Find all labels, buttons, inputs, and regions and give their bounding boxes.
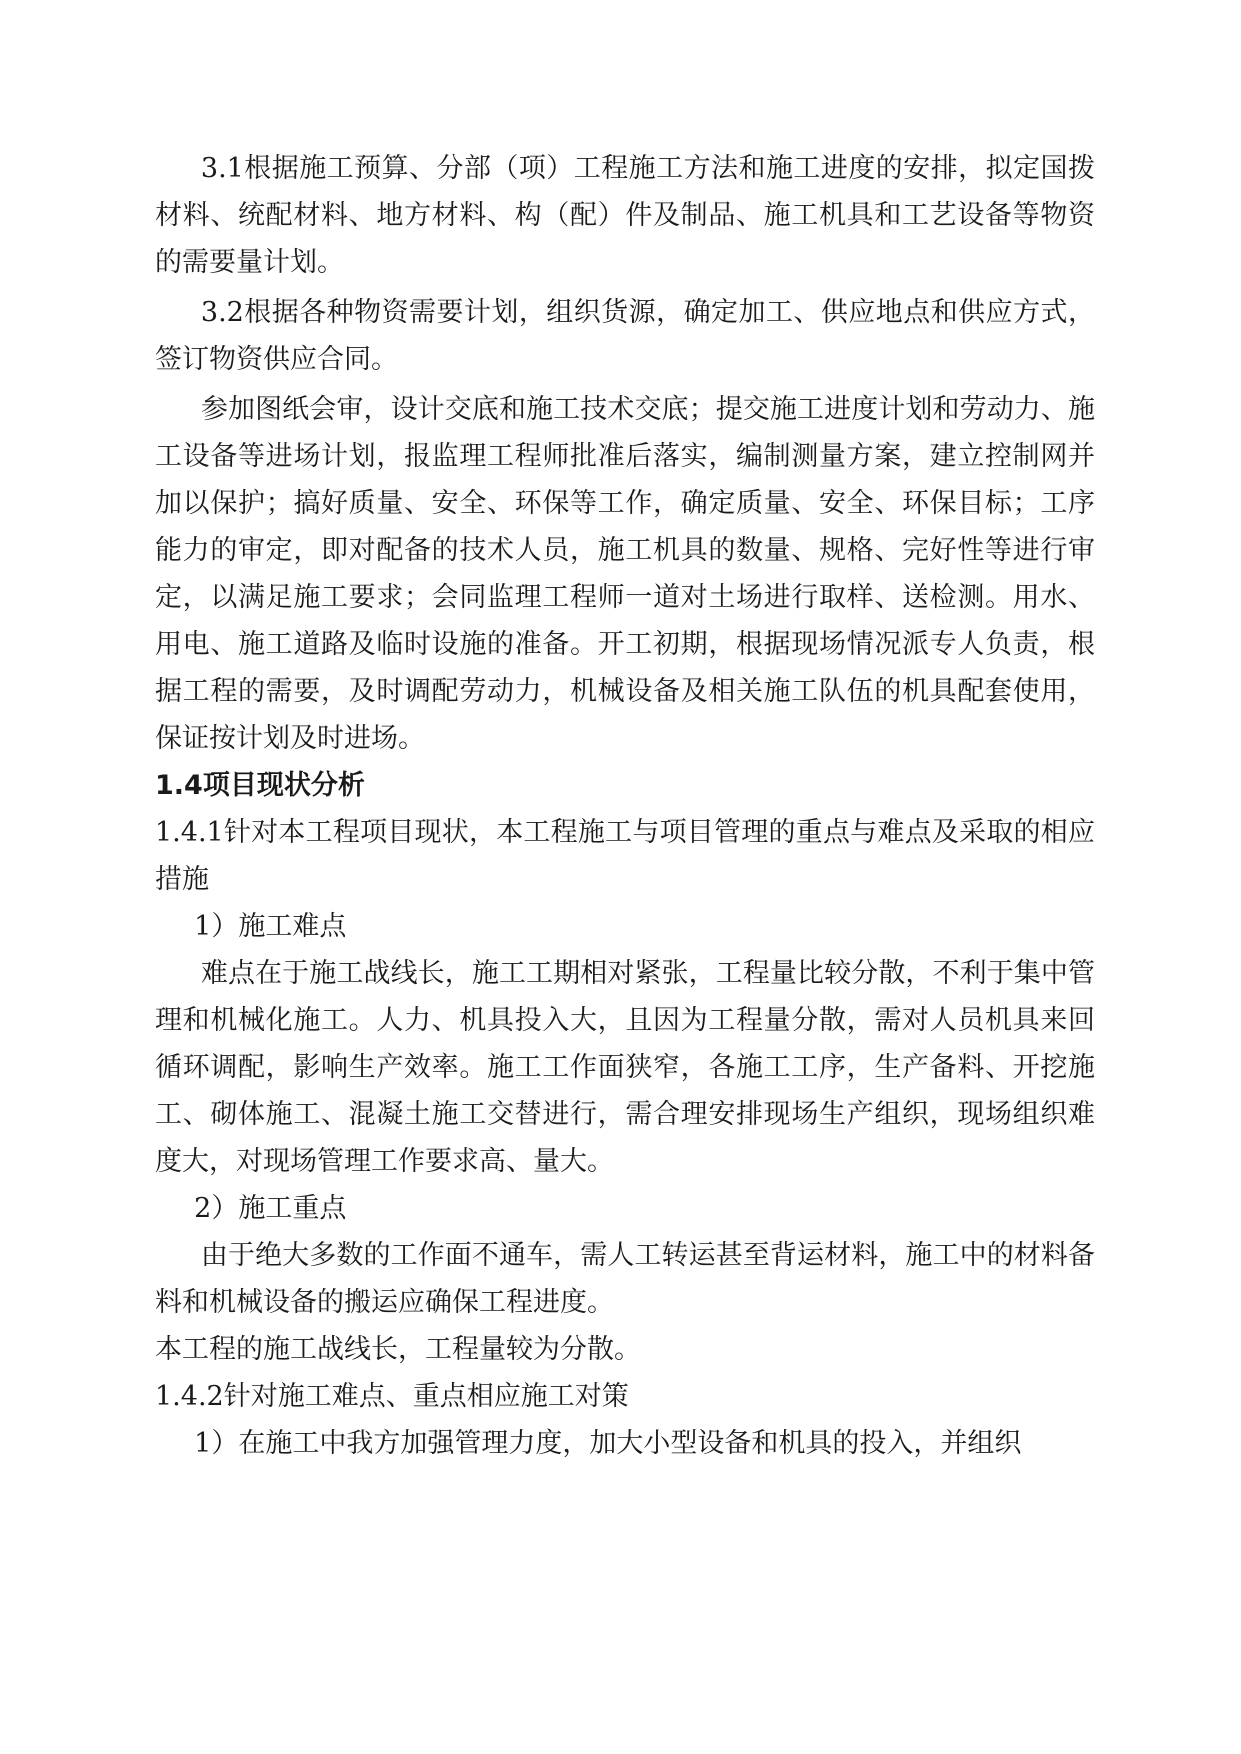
document-body (155, 145, 1095, 1467)
paragraph-countermeasure-1: 1）在施工中我方加强管理力度，加大小型设备和机具的投入，并组织 (194, 1428, 1022, 1459)
section-heading-status-analysis: 1.4项目现状分析 (155, 770, 365, 801)
paragraph-difficulties: 难点在于施工战线长，施工工期相对紧张，工程量比较分散，不利于集中管理和机械化施工。人力、机具投入大，且因为工程量分散，需对人员机具来回循环调配，影响生产效率。施工工作面狭窄，各施工工序，生产备料、开挖施工、砌体施工、混凝土施工交替进行，需合理安排现场生产组织，现场组织难度大，对现场管理工作要求高、量大。 (155, 958, 1095, 1177)
paragraph-key-points: 由于绝大多数的工作面不通车，需人工转运甚至背运材料，施工中的材料备料和机械设备的搬运应确保工程进度。 (155, 1240, 1095, 1318)
item-heading-key-points: 2）施工重点 (194, 1193, 347, 1224)
paragraph-preparation: 参加图纸会审，设计交底和施工技术交底；提交施工进度计划和劳动力、施工设备等进场计划，报监理工程师批准后落实，编制测量方案，建立控制网并加以保护；搞好质量、安全、环保等工作，确定质量、安全、环保目标；工序能力的审定，即对配备的技术人员，施工机具的数量、规格、完好性等进行审定，以满足施工要求；会同监理工程师一道对土场进行取样、送检测。用水、用电、施工道路及临时设施的准备。开工初期，根据现场情况派专人负责，根据工程的需要，及时调配劳动力，机械设备及相关施工队伍的机具配套使用，保证按计划及时进场。 (155, 394, 1095, 754)
subsection-heading-countermeasures: 1.4.2针对施工难点、重点相应施工对策 (155, 1381, 629, 1412)
item-heading-difficulties: 1）施工难点 (194, 911, 347, 942)
paragraph-material-supply: 3.2根据各种物资需要计划，组织货源，确定加工、供应地点和供应方式，签订物资供应合同。 (155, 297, 1095, 375)
subsection-heading-key-difficulties: 1.4.1针对本工程项目现状，本工程施工与项目管理的重点与难点及采取的相应措施 (155, 817, 1095, 895)
paragraph-material-plan: 3.1根据施工预算、分部（项）工程施工方法和施工进度的安排，拟定国拨材料、统配材料、地方材料、构（配）件及制品、施工机具和工艺设备等物资的需要量计划。 (155, 153, 1095, 278)
paragraph-summary: 本工程的施工战线长，工程量较为分散。 (155, 1334, 641, 1365)
